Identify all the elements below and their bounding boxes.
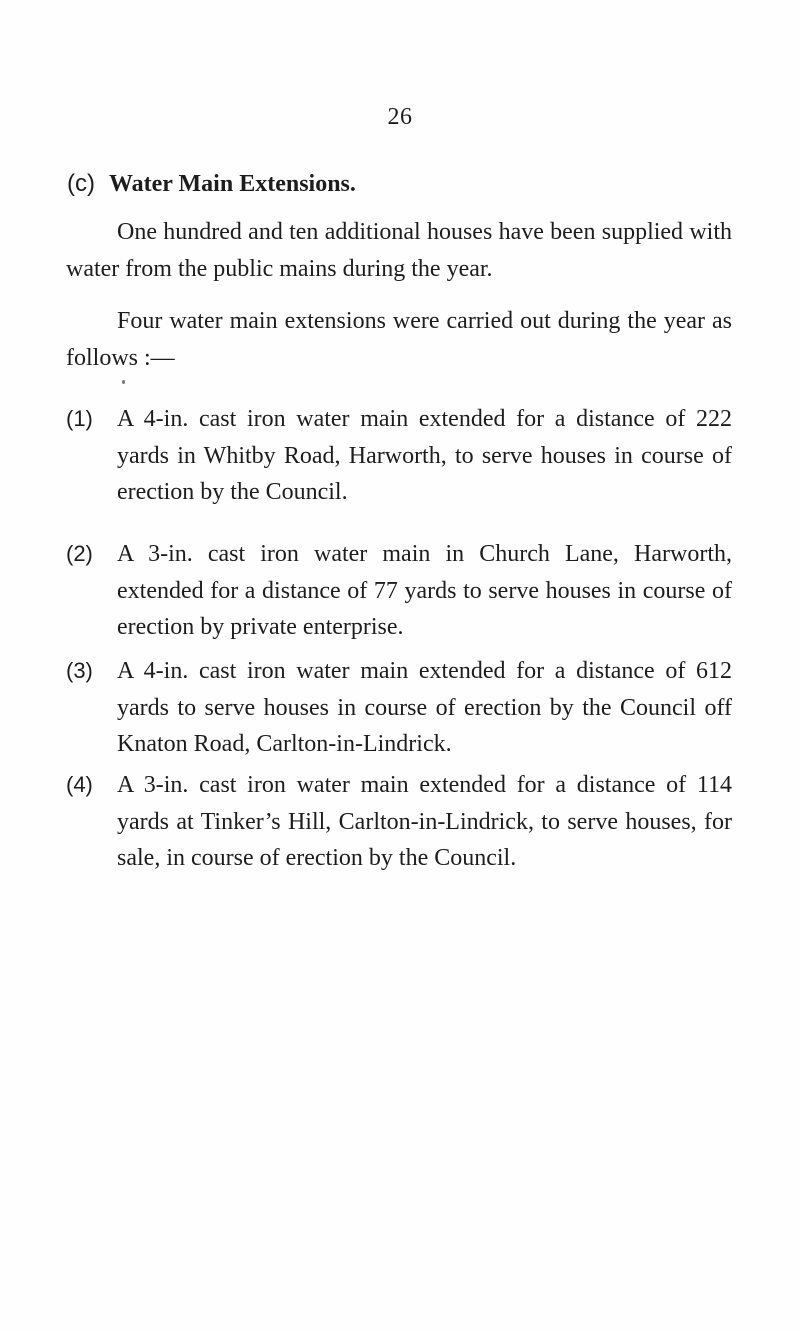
paragraph-extensions-intro: Four water main extensions were carried out during the year as follows :— (66, 308, 732, 371)
print-speck (122, 380, 125, 384)
list-item-number: (1) (66, 406, 93, 431)
paragraph-houses-supplied: One hundred and ten additional houses have been supplied with water from the public mains during the year. (66, 219, 732, 282)
page-number: 26 (387, 104, 413, 130)
list-item-number: (3) (66, 658, 93, 683)
list-item-text: A 3-in. cast iron water main in Church Lane, Harworth, extended for a distance of 77 yards to serve houses in course of erection by private enterprise. (117, 541, 732, 640)
section-marker: (c) (67, 170, 95, 197)
list-item-text: A 3-in. cast iron water main extended for a distance of 114 yards at Tinker’s Hill, Carlton-in-Lindrick, to serve houses, for sale, in course of erection by the Council. (117, 772, 732, 871)
section-heading (67, 170, 356, 198)
list-item-number: (2) (66, 541, 93, 566)
list-item-number: (4) (66, 772, 93, 797)
list-item-text: A 4-in. cast iron water main extended for a distance of 222 yards in Whitby Road, Harworth, to serve houses in course of erection by the Council. (117, 406, 732, 505)
list-item-text: A 4-in. cast iron water main extended for a distance of 612 yards to serve houses in course of erection by the Council off Knaton Road, Carlton-in-Lindrick. (117, 658, 732, 757)
section-title: Water Main Extensions. (108, 171, 356, 197)
